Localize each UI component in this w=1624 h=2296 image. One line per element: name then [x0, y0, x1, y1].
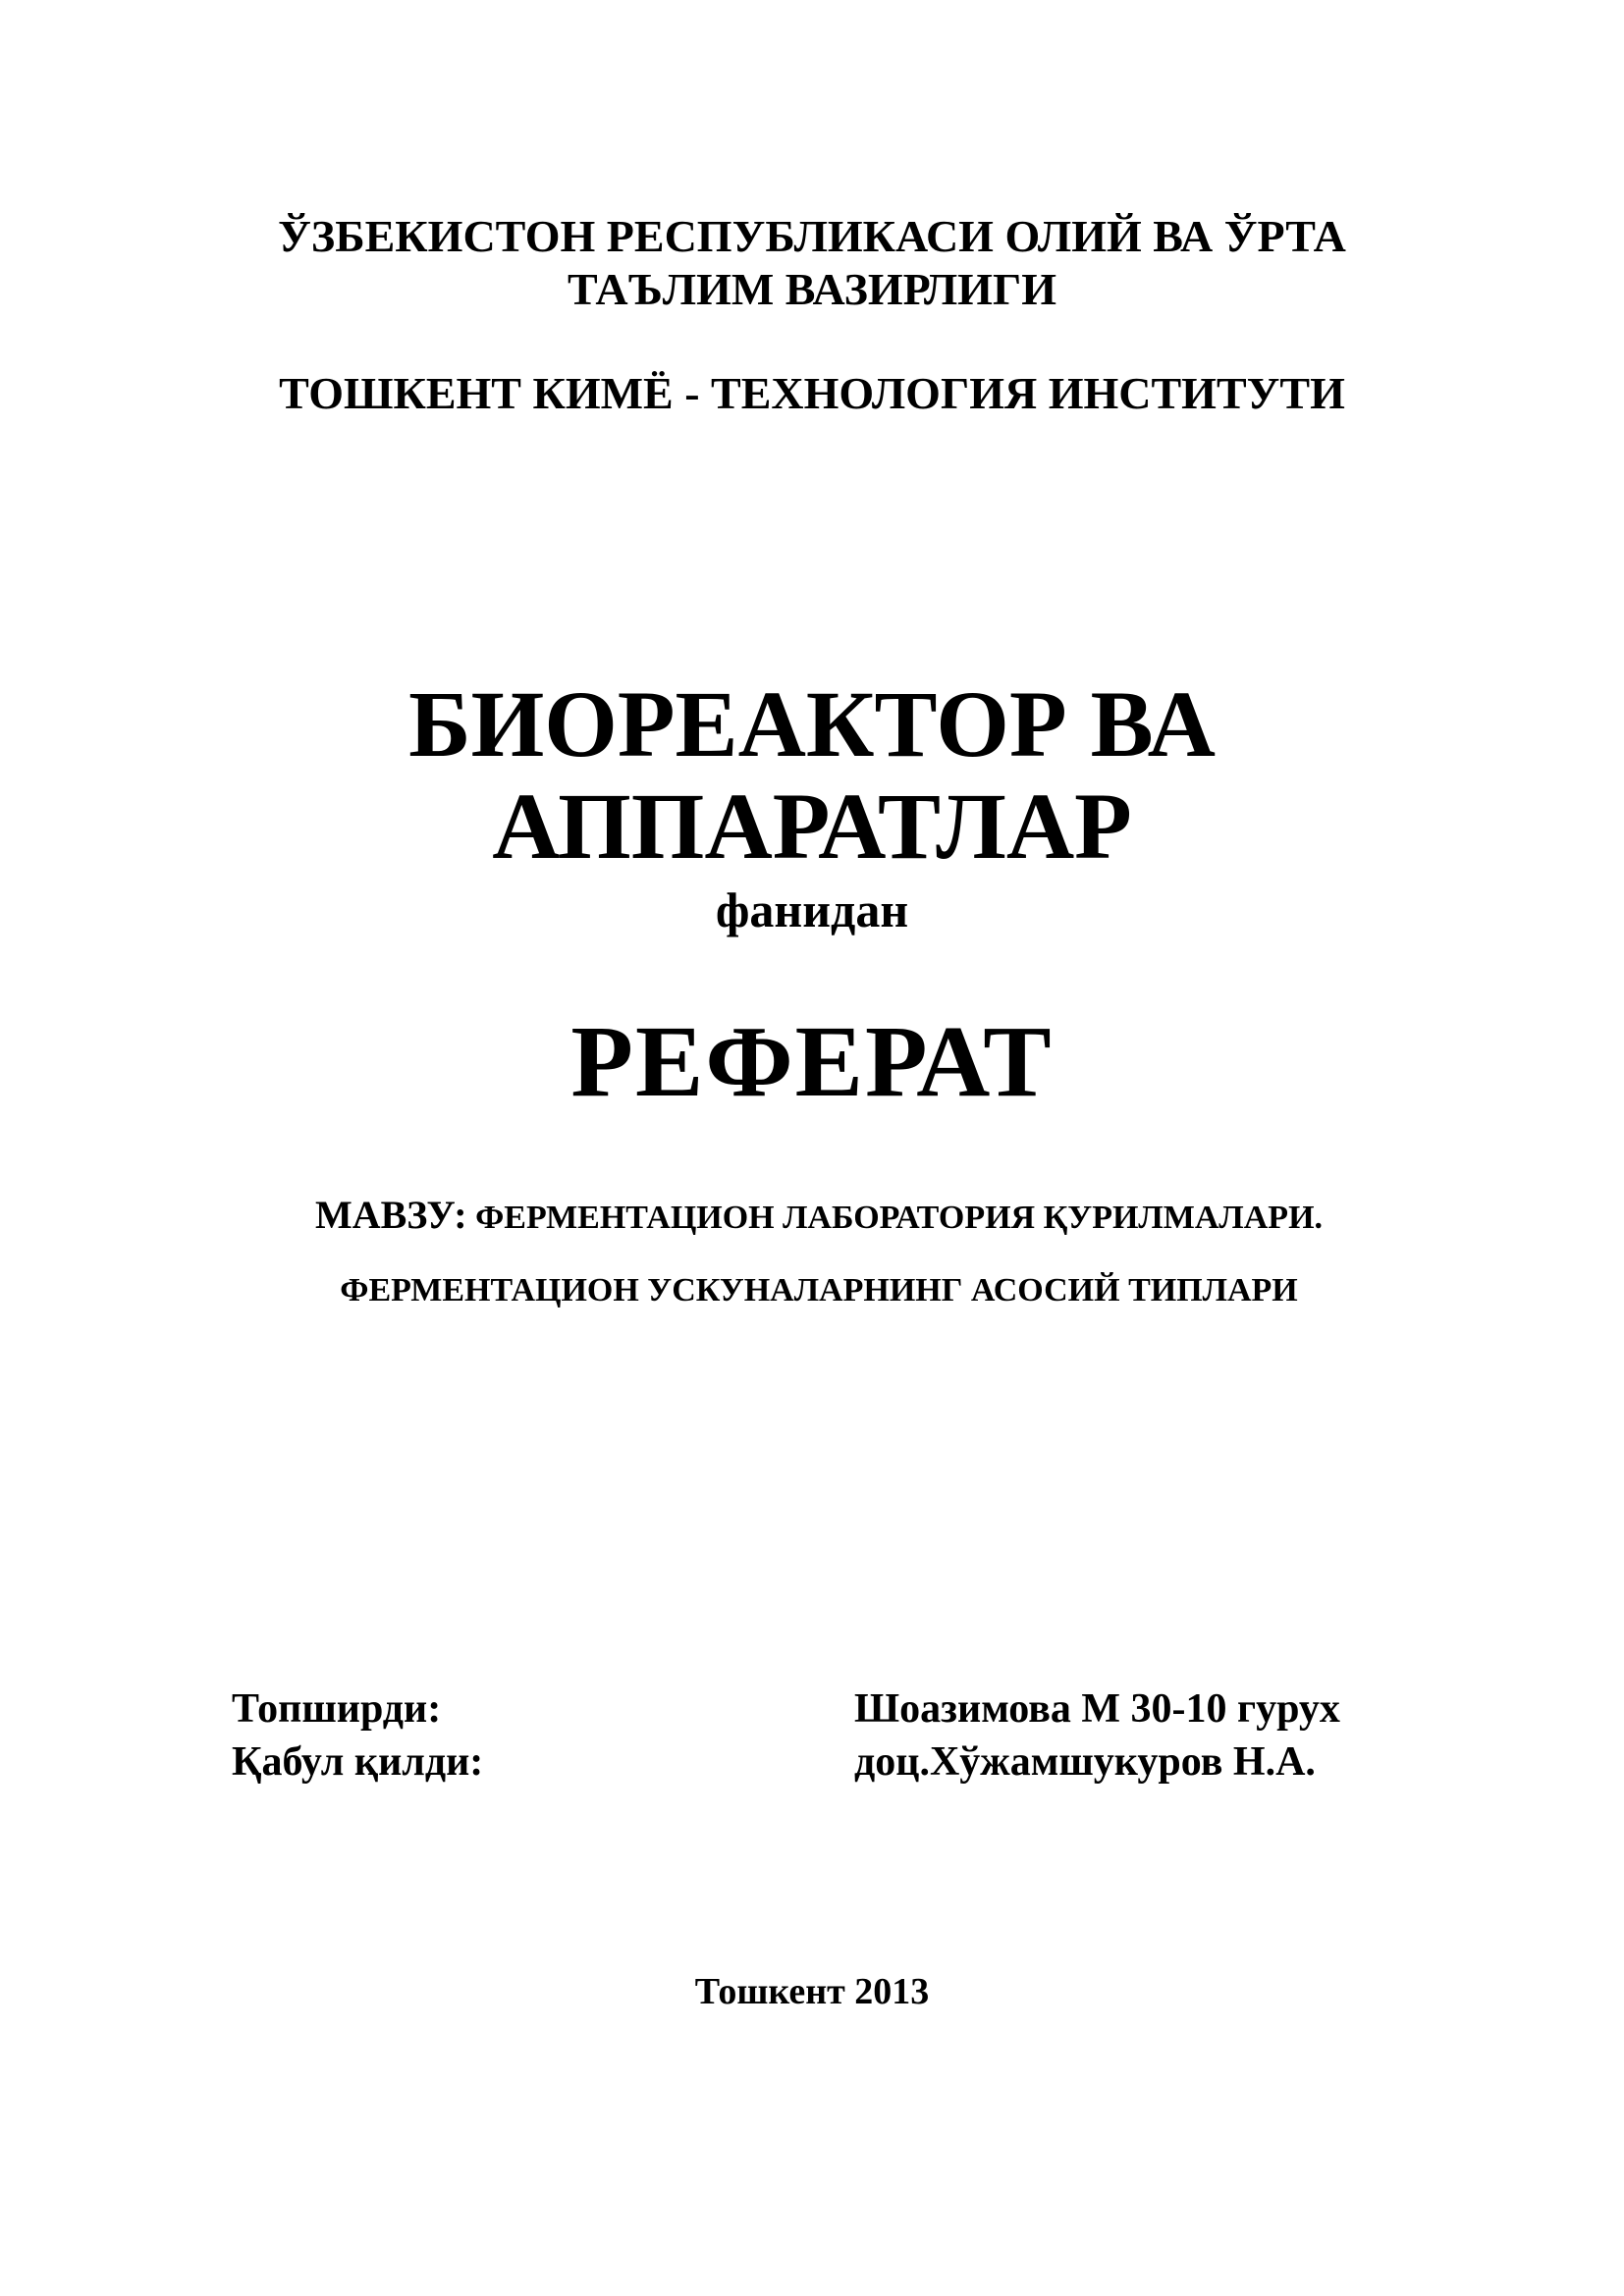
signature-label: Қабул қилди: [232, 1739, 484, 1785]
signature-row [0, 1688, 1624, 1737]
topic-line-2: ФЕРМЕНТАЦИОН УСКУНАЛАРНИНГ АСОСИЙ ТИПЛАРИ [340, 1272, 1298, 1308]
subject-title-line-2: АППАРАТЛАР [492, 774, 1132, 879]
signature-value: Шоазимова М 30-10 гурух [854, 1686, 1340, 1732]
subject-title-line-1: БИОРЕАКТОР ВА [408, 671, 1216, 776]
topic-line-1 [7, 1193, 1624, 1237]
signature-value: доц.Хўжамшукуров Н.А. [854, 1739, 1316, 1785]
topic-text-line-1: ФЕРМЕНТАЦИОН ЛАБОРАТОРИЯ ҚУРИЛМАЛАРИ. [475, 1200, 1324, 1236]
signature-label: Топширди: [232, 1686, 442, 1732]
subject-suffix: фанидан [715, 882, 909, 937]
topic-label: МАВЗУ: [314, 1193, 467, 1237]
institute-name: ТОШКЕНТ КИМЁ - ТЕХНОЛОГИЯ ИНСТИТУТИ [279, 368, 1345, 418]
document-type: РЕФЕРАТ [570, 1005, 1054, 1118]
signature-row [0, 1741, 1624, 1790]
ministry-line-1: ЎЗБЕКИСТОН РЕСПУБЛИКАСИ ОЛИЙ ВА ЎРТА [278, 211, 1346, 261]
place-and-year: Тошкент 2013 [694, 1971, 930, 2012]
ministry-line-2: ТАЪЛИМ ВАЗИРЛИГИ [567, 264, 1056, 314]
